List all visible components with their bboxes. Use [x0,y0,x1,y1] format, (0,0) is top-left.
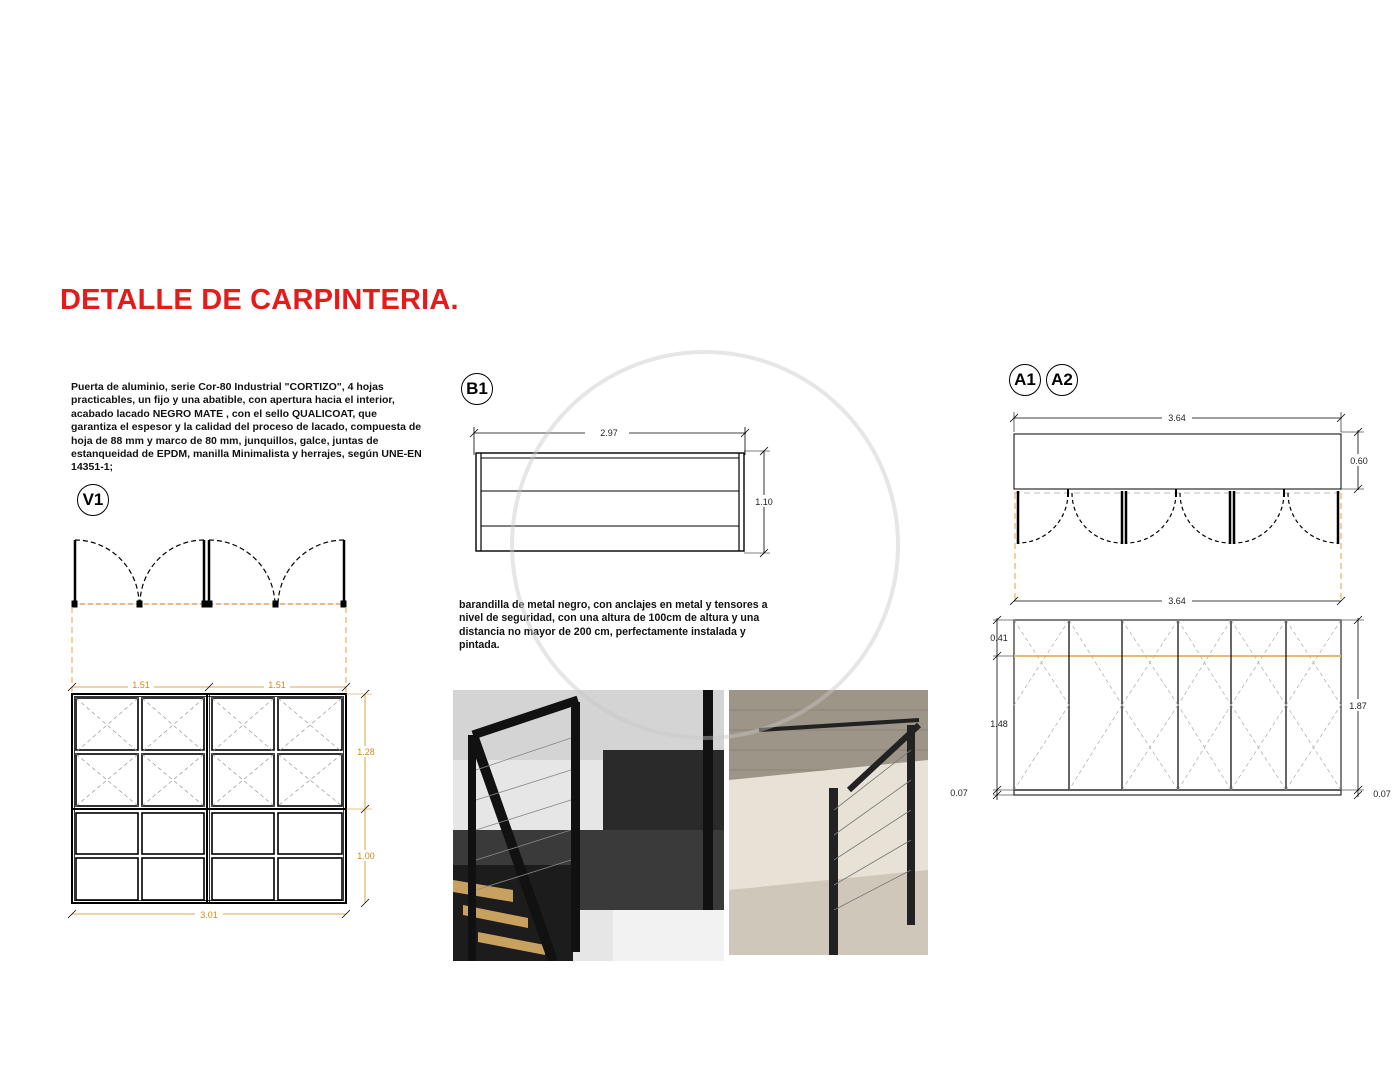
v1-dim-top-height: 1.28 [357,747,375,757]
v1-tag: V1 [77,484,109,516]
v1-dim-left-width: 1.51 [132,680,150,690]
b1-tag: B1 [461,373,493,405]
v1-right-dimension [346,690,377,907]
a-elev-dim-bottom-left: 0.07 [950,788,968,798]
v1-plan [72,540,346,692]
a2-tag: A2 [1046,364,1078,396]
a-plan-dim-width: 3.64 [1168,413,1186,423]
v1-description: Puerta de aluminio, serie Cor-80 Industrial "CORTIZO", 4 hojas practicables, un fijo y una abatible, con apertura hacia el interior, acabado lacado NEGRO MATE , con el sello QUALICOAT, que garantiza el espesor y la calidad del proceso de lacado, compuesta de hoja de 88 mm y marco de 80 mm, junquillos, galce, juntas de estanqueidad de EPDM, manilla Minimalista y herrajes, según UNE-EN 14351-1; [71,381,422,474]
b1-dim-height: 1.10 [755,497,773,507]
staircase-photo-dark [453,690,724,961]
a-elevation [993,595,1392,800]
v1-dim-bottom-height: 1.00 [357,851,375,861]
b1-dim-width: 2.97 [600,428,618,438]
v1-elevation [72,694,346,903]
a-elev-dim-total: 1.87 [1349,701,1367,711]
staircase-photo-light [729,690,928,955]
a1-tag: A1 [1009,364,1041,396]
page-title: DETALLE DE CARPINTERIA. [60,284,459,316]
a-elev-dim-middle: 1.48 [990,719,1008,729]
b1-description: barandilla de metal negro, con anclajes en metal y tensores a nivel de seguridad, con una altura de 100cm de altura y una distancia no mayor de 200 cm, perfectamente instalada y pintada. [459,599,768,652]
a-elev-dim-width: 3.64 [1168,596,1186,606]
a-elev-dim-bottom-right: 0.07 [1373,789,1391,799]
v1-dim-total-width: 3.01 [200,910,218,920]
a-elev-dim-top: 0.41 [990,633,1008,643]
a-plan [1010,412,1372,600]
a-plan-dim-height: 0.60 [1350,456,1368,466]
b1-elevation [470,427,776,557]
v1-top-dimension [68,679,350,691]
v1-dim-right-width: 1.51 [268,680,286,690]
